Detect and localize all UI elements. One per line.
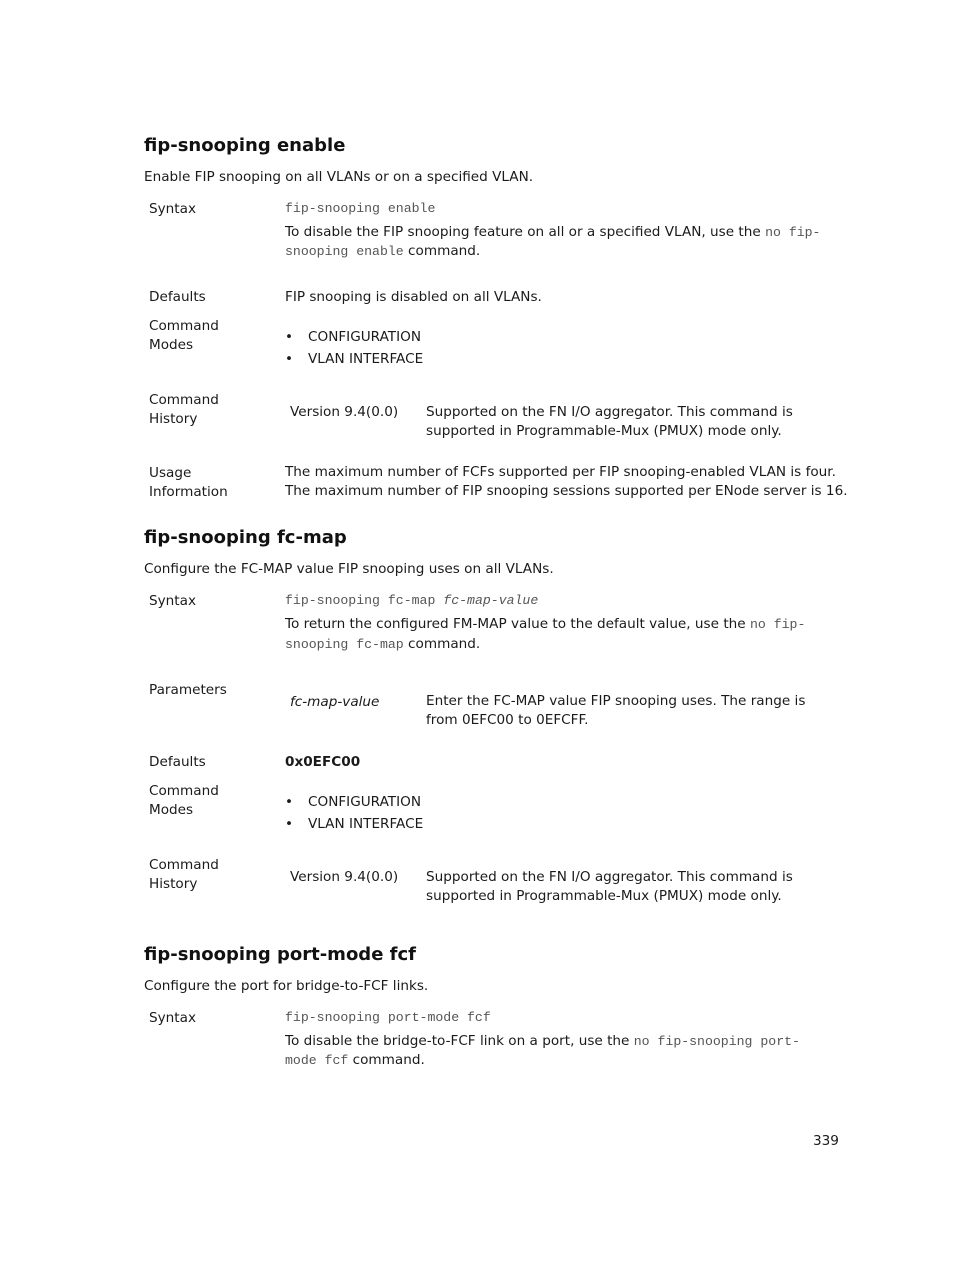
defaults-value: FIP snooping is disabled on all VLANs.	[285, 289, 542, 305]
syntax-note-line-1	[285, 615, 805, 634]
section-title-fip-snooping-fc-map: fip-snooping fc-map	[144, 527, 347, 548]
syntax-note-text: To disable the FIP snooping feature on all or a specified VLAN, use the	[285, 224, 761, 240]
syntax-note-text: command.	[408, 243, 481, 259]
syntax-note-text: To disable the bridge-to-FCF link on a port, use the	[285, 1033, 630, 1049]
syntax-note-code: snooping enable	[285, 244, 404, 259]
page-number: 339	[813, 1133, 839, 1149]
list-item: • VLAN INTERFACE	[285, 348, 423, 370]
history-version: Version 9.4(0.0)	[290, 869, 399, 885]
defaults-value: 0x0EFC00	[285, 754, 361, 770]
syntax-note-line-2	[285, 242, 480, 261]
syntax-note-line-1	[285, 1032, 800, 1051]
section-title-fip-snooping-port-mode-fcf: fip-snooping port-mode fcf	[144, 944, 416, 965]
syntax-note-line-2	[285, 635, 480, 654]
syntax-note-code: mode fcf	[285, 1053, 349, 1068]
defaults-label: Defaults	[149, 289, 206, 305]
command-modes-list	[285, 326, 423, 370]
syntax-parameter: fc-map-value	[443, 593, 539, 608]
usage-information-label: Usage Information	[149, 465, 228, 500]
syntax-note-text: command.	[408, 636, 481, 652]
command-history-label: Command History	[149, 857, 219, 892]
parameters-label: Parameters	[149, 682, 227, 698]
syntax-command: fip-snooping enable	[285, 201, 436, 216]
list-item: • CONFIGURATION	[285, 326, 423, 348]
list-item: • CONFIGURATION	[285, 791, 423, 813]
history-description: Supported on the FN I/O aggregator. This command is supported in Programmable-Mux (PMUX) mode only.	[426, 404, 793, 439]
syntax-note-line-1	[285, 223, 820, 242]
command-history-label: Command History	[149, 392, 219, 427]
syntax-note-line-2	[285, 1051, 425, 1070]
section-description: Configure the FC-MAP value FIP snooping uses on all VLANs.	[144, 561, 554, 577]
syntax-note-code: no fip-snooping port-	[633, 1034, 800, 1049]
section-description: Configure the port for bridge-to-FCF links.	[144, 978, 429, 994]
defaults-label: Defaults	[149, 754, 206, 770]
syntax-note-code: no fip-	[765, 225, 821, 240]
syntax-command: fip-snooping port-mode fcf	[285, 1010, 491, 1025]
parameter-description: Enter the FC-MAP value FIP snooping uses. The range is from 0EFC00 to 0EFCFF.	[426, 693, 806, 728]
syntax-command: fip-snooping fc-map fc-map-value	[285, 593, 539, 608]
syntax-label: Syntax	[149, 1010, 196, 1026]
syntax-note-code: no fip-	[749, 617, 806, 632]
command-modes-list	[285, 791, 423, 835]
list-item: • VLAN INTERFACE	[285, 813, 423, 835]
command-modes-label: Command Modes	[149, 318, 219, 353]
syntax-note-text: command.	[352, 1052, 425, 1068]
usage-line-1: The maximum number of FCFs supported per FIP snooping-enabled VLAN is four.	[285, 464, 836, 480]
syntax-note-text: To return the configured FM-MAP value to the default value, use the	[285, 616, 746, 632]
command-modes-label: Command Modes	[149, 783, 219, 818]
section-title-fip-snooping-enable: fip-snooping enable	[144, 135, 346, 156]
usage-line-2: The maximum number of FIP snooping sessions supported per ENode server is 16.	[285, 483, 848, 499]
syntax-label: Syntax	[149, 201, 196, 217]
history-version: Version 9.4(0.0)	[290, 404, 399, 420]
syntax-label: Syntax	[149, 593, 196, 609]
section-description: Enable FIP snooping on all VLANs or on a specified VLAN.	[144, 169, 534, 185]
history-description: Supported on the FN I/O aggregator. This command is supported in Programmable-Mux (PMUX) mode only.	[426, 869, 793, 904]
parameter-name: fc-map-value	[290, 694, 380, 710]
syntax-note-code: snooping fc-map	[285, 637, 404, 652]
